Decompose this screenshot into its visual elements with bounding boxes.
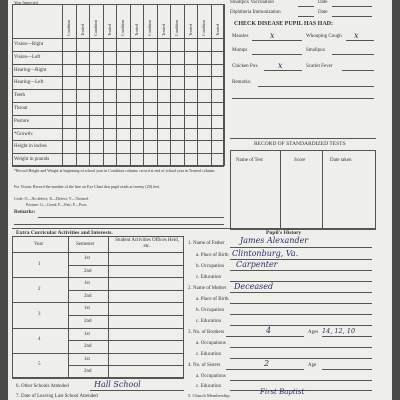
posture-note: Posture: G—Good; F—Fair; P—Poor. bbox=[26, 202, 88, 207]
activities-col-semester: Semester bbox=[76, 242, 95, 247]
chicken-pox-label: Chicken Pox bbox=[232, 64, 258, 69]
father-occupation-value: Carpenter bbox=[236, 260, 278, 269]
mother-education-label: c. Education bbox=[196, 319, 221, 324]
remarks-label: Remarks: bbox=[14, 210, 36, 215]
disease-remarks-label: Remarks: bbox=[232, 80, 252, 85]
mother-label: 2. Name of Mother bbox=[188, 286, 227, 291]
tests-col-score: Score bbox=[294, 158, 306, 163]
father-value: James Alexander bbox=[240, 236, 309, 245]
father-pob-value: Clintonburg, Va. bbox=[232, 249, 299, 258]
measles-label: Measles bbox=[232, 34, 249, 39]
vaccination-date-label: Date bbox=[318, 0, 328, 5]
diphtheria-label: Diphtheria Immunization bbox=[230, 10, 281, 15]
health-column-label: Condition bbox=[147, 19, 152, 36]
brothers-ages-label: Ages bbox=[308, 330, 319, 335]
health-column-label: Treated bbox=[160, 23, 166, 36]
other-schools-label: 6. Other Schools Attended bbox=[16, 384, 69, 389]
activity-year: 5 bbox=[38, 362, 41, 368]
activities-col-offices: Student Activities Offices Held, etc. bbox=[115, 238, 179, 249]
code-note: Code: O—No defect; X—Defect; V—Treated. bbox=[14, 196, 89, 201]
brothers-education-label: c. Education bbox=[196, 352, 221, 357]
brothers-label: 3. No. of Brothers bbox=[188, 330, 225, 335]
tests-col-date: Date taken bbox=[330, 158, 352, 163]
whooping-cough-label: Whooping Cough bbox=[306, 34, 342, 39]
health-column-label: Treated bbox=[106, 23, 112, 36]
health-column-label: Condition bbox=[93, 19, 98, 36]
church-value: First Baptist bbox=[260, 388, 305, 396]
brothers-value: 4 bbox=[266, 326, 272, 335]
health-row-label: Vision—Right bbox=[14, 42, 44, 47]
activity-semester: 1st bbox=[84, 356, 90, 362]
scarlet-fever-label: Scarlet Fever bbox=[306, 64, 333, 69]
father-label: 1. Name of Father bbox=[188, 241, 225, 246]
health-row-label: Hearing—Right bbox=[14, 67, 47, 73]
activity-year: 4 bbox=[38, 337, 41, 343]
health-column-label: Treated bbox=[187, 23, 193, 36]
activity-semester: 2nd bbox=[84, 268, 92, 274]
measles-mark: x bbox=[270, 31, 275, 40]
activity-semester: 2nd bbox=[84, 319, 92, 324]
activity-semester: 1st bbox=[84, 256, 90, 261]
activity-semester: 1st bbox=[84, 331, 90, 337]
health-row-label: Vision—Left bbox=[14, 54, 41, 60]
activities-col-year: Year bbox=[34, 242, 44, 247]
mother-value: Deceased bbox=[234, 282, 274, 291]
tests-heading: RECORD OF STANDARDIZED TESTS bbox=[254, 141, 346, 147]
mumps-label: Mumps bbox=[232, 48, 248, 53]
father-occupation-label: b. Occupation bbox=[196, 264, 225, 269]
father-pob-label: a. Place of Birth bbox=[196, 253, 229, 258]
health-row-label: Weight in pounds bbox=[14, 157, 50, 163]
activity-year: 2 bbox=[38, 286, 41, 292]
height-weight-note: *Record Height and Weight at beginning of school year in Condition column; record at end of school year in Treated column. bbox=[14, 168, 216, 173]
health-row-label: Teeth bbox=[14, 93, 26, 99]
health-column-label: Condition bbox=[66, 19, 71, 36]
sisters-occupations-label: a. Occupations bbox=[196, 374, 226, 379]
father-education-label: c. Education bbox=[196, 275, 221, 280]
brothers-occupations-label: a. Occupations bbox=[196, 341, 226, 346]
brothers-ages-value: 14, 12, 10 bbox=[322, 327, 356, 335]
activities-table bbox=[12, 236, 184, 378]
disease-heading: CHECK DISEASE PUPIL HAS HAD: bbox=[234, 21, 334, 27]
health-column-label: Condition bbox=[120, 19, 125, 36]
health-column-label: Condition bbox=[174, 19, 179, 36]
activity-semester: 2nd bbox=[84, 344, 92, 350]
vision-note: For Vision: Record the number of the line on Eye Chart that pupil reads at twenty (20) feet. bbox=[14, 184, 161, 189]
leaving-label: 7. Date of Leaving Last School Attended bbox=[16, 394, 98, 399]
health-row-label: Throat bbox=[14, 106, 28, 111]
health-column-label: Treated bbox=[79, 23, 85, 36]
health-row-label: *Growth: bbox=[14, 131, 34, 137]
activity-year: 3 bbox=[38, 312, 41, 317]
health-row-label: Height in inches bbox=[14, 144, 47, 150]
health-column-label: Treated bbox=[133, 23, 139, 36]
history-heading: Pupil's History bbox=[266, 230, 302, 236]
sisters-age-label: Age bbox=[308, 363, 317, 368]
smallpox-label: Smallpox bbox=[306, 48, 326, 53]
activities-heading: Extra Curricular Activities and Interests. bbox=[16, 230, 113, 236]
vaccination-label: Smallpox Vaccination bbox=[230, 0, 274, 5]
other-schools-value: Hall School bbox=[94, 380, 141, 389]
record-card bbox=[8, 0, 392, 400]
tests-col-name: Name of Test bbox=[236, 158, 263, 163]
sisters-value: 2 bbox=[264, 359, 270, 368]
activity-year: 1 bbox=[38, 261, 41, 267]
header-fragment: Year Inspected bbox=[14, 0, 38, 5]
health-row-label: Posture bbox=[14, 118, 29, 124]
activity-semester: 1st bbox=[84, 281, 90, 287]
sisters-education-label: c. Education bbox=[196, 384, 221, 389]
health-column-label: Treated bbox=[214, 23, 220, 36]
activity-semester: 2nd bbox=[84, 369, 92, 375]
diphtheria-date-label: Date bbox=[318, 10, 328, 15]
chicken-pox-mark: x bbox=[278, 61, 283, 70]
church-label: 5. Church Membership bbox=[188, 393, 230, 398]
activity-semester: 1st bbox=[84, 306, 90, 312]
health-row-label: Hearing—Left bbox=[14, 80, 44, 86]
sisters-label: 4. No. of Sisters bbox=[188, 363, 221, 368]
mother-pob-label: a. Place of Birth bbox=[196, 297, 229, 302]
whooping-cough-mark: x bbox=[354, 31, 359, 40]
activity-semester: 2nd bbox=[84, 293, 92, 299]
health-column-label: Condition bbox=[201, 19, 206, 36]
mother-occupation-label: b. Occupation bbox=[196, 308, 225, 313]
